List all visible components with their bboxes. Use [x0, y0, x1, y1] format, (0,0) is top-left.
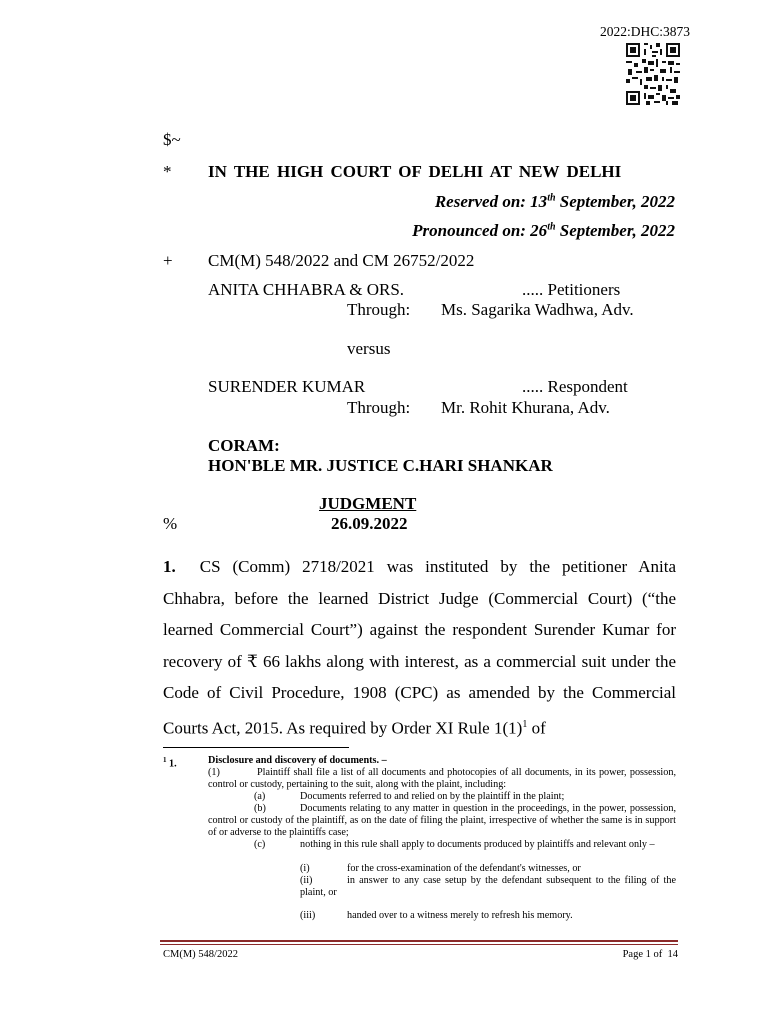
qr-code-icon	[626, 43, 680, 105]
case-number: CM(M) 548/2022 and CM 26752/2022	[208, 251, 475, 270]
footer-case-ref: CM(M) 548/2022	[163, 949, 238, 960]
fn-c-num: (c)	[254, 839, 266, 850]
through-label-petitioner: Through:	[347, 300, 411, 319]
fn-b-text: Documents relating to any matter in question in the proceedings, in the power, possession, control or custody of the plaintiff, as on the date of filing the plaint, irrespective of whether the same is in support of or adverse to the plaintiffs case;	[208, 803, 676, 838]
fn-i-num: (i)	[300, 863, 310, 874]
reserved-on: Reserved on: 13th September, 2022	[434, 192, 675, 211]
paragraph-number: 1.	[163, 557, 176, 576]
court-title: IN THE HIGH COURT OF DELHI AT NEW DELHI	[208, 162, 622, 181]
petitioner-role: ..... Petitioners	[522, 280, 621, 299]
footnote-title: Disclosure and discovery of documents. –	[208, 755, 387, 766]
respondent-counsel: Mr. Rohit Khurana, Adv.	[441, 398, 610, 417]
petitioner-name: ANITA CHHABRA & ORS.	[208, 280, 405, 299]
marker-star: *	[163, 162, 172, 181]
fn-iii-text: handed over to a witness merely to refresh his memory.	[347, 910, 573, 921]
pronounced-on: Pronounced on: 26th September, 2022	[412, 221, 675, 240]
marker-percent: %	[163, 514, 178, 533]
footnote-heading: $^1$ 1.	[163, 756, 177, 770]
fn-a-text: Documents referred to and relied on by the plaintiff in the plaint;	[300, 791, 565, 802]
footnote-ref[interactable]: 1	[522, 718, 528, 730]
paragraph-1: 1. CS (Comm) 2718/2021 was instituted by the petitioner Anita Chhabra, before the learned District Judge (Commercial Court) (“the learned Commercial Court”) against the respondent Surender Kumar for recovery of ₹ 66 lakhs along with interest, as a commercial suit under the Code of Civil Procedure, 1908 (CPC) as amended by the Commercial Courts Act, 2015. As required by Order XI Rule $1(1)^1$ of	[163, 557, 676, 738]
neutral-citation: 2022:DHC:3873	[599, 24, 690, 39]
respondent-name: SURENDER KUMAR	[208, 377, 366, 396]
footer-page-number: Page 1 of 14	[622, 949, 678, 960]
coram-judge: HON'BLE MR. JUSTICE C.HARI SHANKAR	[208, 456, 553, 475]
versus: versus	[347, 339, 391, 358]
fn-i-text: for the cross-examination of the defendant's witnesses, or	[347, 863, 581, 874]
fn-b-num: (b)	[254, 803, 266, 814]
footnote-rule	[163, 747, 349, 748]
respondent-role: ..... Respondent	[522, 377, 628, 396]
marker-dollar: $~	[163, 130, 181, 149]
fn-clause1-num: (1)	[208, 767, 220, 778]
fn-clause1-text: Plaintiff shall file a list of all documents and photocopies of all documents, in its power, possession, control or custody, pertaining to the suit, along with the plaint, including:	[208, 767, 676, 790]
footer-rule-thin	[160, 944, 678, 945]
footer-rule	[160, 940, 678, 942]
petitioner-counsel: Ms. Sagarika Wadhwa, Adv.	[441, 300, 634, 319]
fn-a-num: (a)	[254, 791, 266, 802]
through-label-respondent: Through:	[347, 398, 411, 417]
fn-iii-num: (iii)	[300, 910, 316, 921]
judgment-heading: JUDGMENT	[319, 494, 417, 513]
fn-c-text: nothing in this rule shall apply to documents produced by plaintiffs and relevant only –	[300, 839, 655, 850]
coram-label: CORAM:	[208, 436, 280, 455]
marker-plus: +	[163, 251, 173, 270]
judgment-date: 26.09.2022	[331, 514, 408, 533]
fn-ii-num: (ii)	[300, 875, 313, 886]
fn-ii-text: in answer to any case setup by the defendant subsequent to the filing of the plaint, or	[300, 875, 676, 898]
